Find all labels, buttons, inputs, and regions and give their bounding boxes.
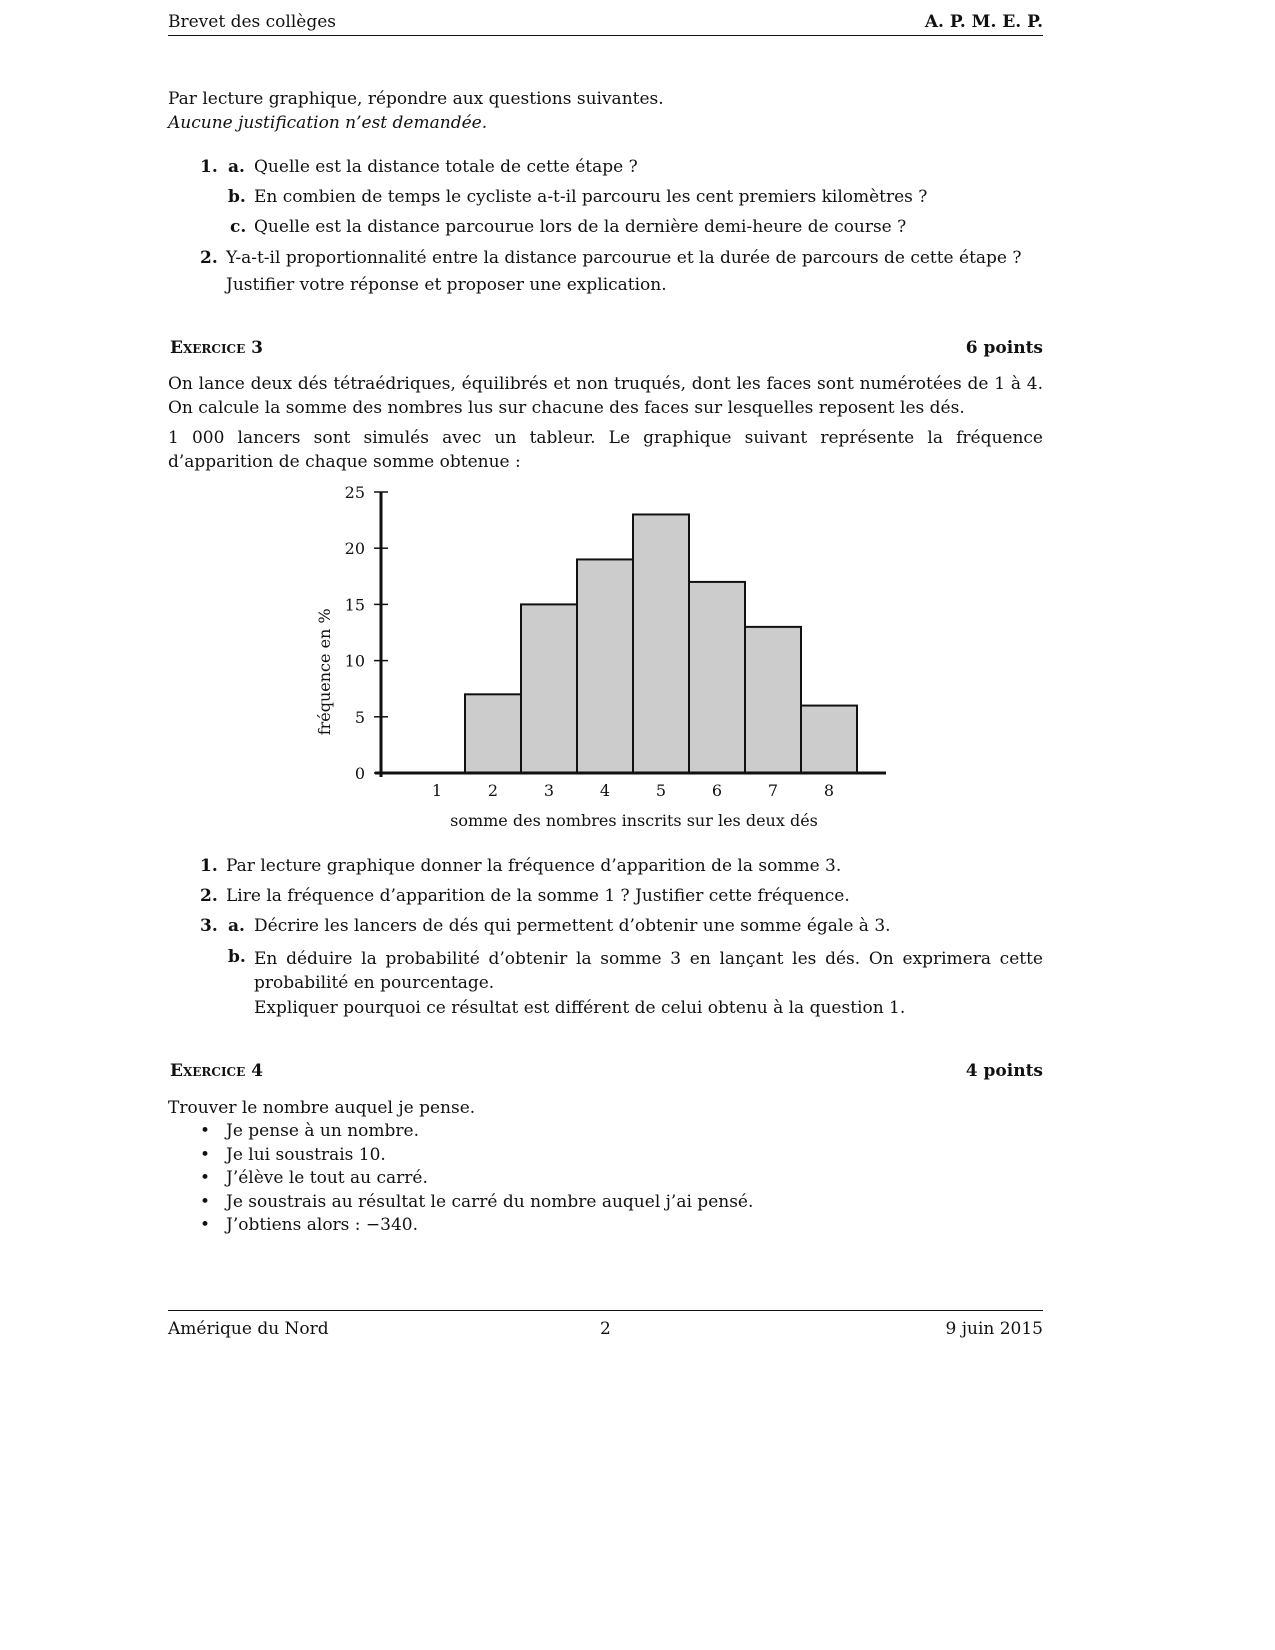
x-tick-label: 2 [487, 781, 499, 800]
question-text: Quelle est la distance parcourue lors de la dernière demi-heure de course ? [254, 217, 907, 237]
ex3-paragraph-1: On lance deux dés tétraédriques, équilibrés et non truqués, dont les faces sont numérotées de 1 à 4. On calcule la somme des nombres lus sur chacune des faces sur lesquelles reposent les dés. [168, 374, 1043, 418]
ex3-paragraph-2: 1 000 lancers sont simulés avec un tableur. Le graphique suivant représente la fréquence d’apparition de chaque somme obtenue : [168, 428, 1043, 472]
bar-3 [521, 604, 577, 773]
bar-2 [465, 694, 521, 773]
q-label: c. [230, 217, 247, 237]
x-tick-label: 3 [543, 781, 555, 800]
q-label: b. [228, 947, 246, 967]
exercise-3-title: Exercice 3 [170, 338, 263, 358]
q-label: a. [228, 157, 245, 177]
question-text: Quelle est la distance totale de cette étape ? [254, 157, 638, 177]
page-number: 2 [600, 1319, 611, 1339]
bar-6 [689, 582, 745, 773]
x-axis-label: somme des nombres inscrits sur les deux dés [450, 811, 818, 830]
q-number: 1. [200, 157, 218, 177]
y-tick-label: 15 [344, 595, 365, 615]
y-tick-label: 10 [344, 651, 365, 671]
y-tick-label: 25 [344, 483, 365, 502]
y-tick-label: 5 [354, 707, 365, 727]
question-text: Y-a-t-il proportionnalité entre la distance parcourue et la durée de parcours de cette étape ? [226, 248, 1022, 268]
bar-8 [801, 706, 857, 773]
x-tick-label: 7 [767, 781, 779, 800]
q-label: b. [228, 187, 246, 207]
q-number: 2. [200, 886, 218, 906]
x-tick-label: 5 [655, 781, 667, 800]
list-item: • Je pense à un nombre. [168, 1120, 1043, 1144]
list-item: • Je soustrais au résultat le carré du nombre auquel j’ai pensé. [168, 1191, 1043, 1215]
question-text: En déduire la probabilité d’obtenir la somme 3 en lançant les dés. On exprimera cette probabilité en pourcentage. [254, 949, 1043, 993]
question-text: En combien de temps le cycliste a-t-il parcouru les cent premiers kilomètres ? [254, 187, 928, 207]
q-label: a. [228, 916, 245, 936]
ex4-bullet-list [168, 1120, 1043, 1238]
ex3-questions [168, 856, 1043, 1036]
question-text: Expliquer pourquoi ce résultat est différent de celui obtenu à la question 1. [254, 998, 906, 1018]
intro-line1: Par lecture graphique, répondre aux questions suivantes. [168, 89, 664, 109]
footer-rule [168, 1310, 1043, 1311]
exercise-4-title: Exercice 4 [170, 1061, 263, 1081]
x-tick-label: 8 [823, 781, 835, 800]
y-tick-label: 0 [354, 764, 365, 783]
list-item: • J’élève le tout au carré. [168, 1167, 1043, 1191]
list-item: • J’obtiens alors : −340. [168, 1214, 1043, 1238]
y-axis-label: fréquence en % [315, 608, 334, 736]
question-text: Décrire les lancers de dés qui permettent d’obtenir une somme égale à 3. [254, 916, 891, 936]
intro-line2: Aucune justification n’est demandée. [168, 113, 488, 133]
q-number: 2. [200, 248, 218, 268]
bar-4 [577, 559, 633, 773]
exercise-4-points: 4 points [965, 1061, 1043, 1081]
question-text: Par lecture graphique donner la fréquence d’apparition de la somme 3. [226, 856, 842, 876]
header-rule [168, 35, 1043, 36]
footer-left: Amérique du Nord [168, 1319, 329, 1339]
x-tick-label: 6 [711, 781, 723, 800]
bar-5 [633, 514, 689, 773]
question-text: Justifier votre réponse et proposer une explication. [226, 275, 667, 295]
ex2-questions [168, 157, 1043, 307]
x-tick-label: 1 [431, 781, 443, 800]
x-tick-label: 4 [599, 781, 611, 800]
y-tick-label: 20 [344, 539, 365, 559]
exercise-3-points: 6 points [965, 338, 1043, 358]
footer-right: 9 juin 2015 [945, 1319, 1043, 1339]
bar-7 [745, 627, 801, 773]
q-number: 1. [200, 856, 218, 876]
list-item: • Je lui soustrais 10. [168, 1144, 1043, 1168]
header-right: A. P. M. E. P. [924, 12, 1043, 32]
q-number: 3. [200, 916, 218, 936]
ex4-intro: Trouver le nombre auquel je pense. [168, 1098, 476, 1118]
question-text: Lire la fréquence d’apparition de la somme 1 ? Justifier cette fréquence. [226, 886, 850, 906]
histogram-chart [0, 470, 1275, 840]
header-left: Brevet des collèges [168, 12, 337, 32]
